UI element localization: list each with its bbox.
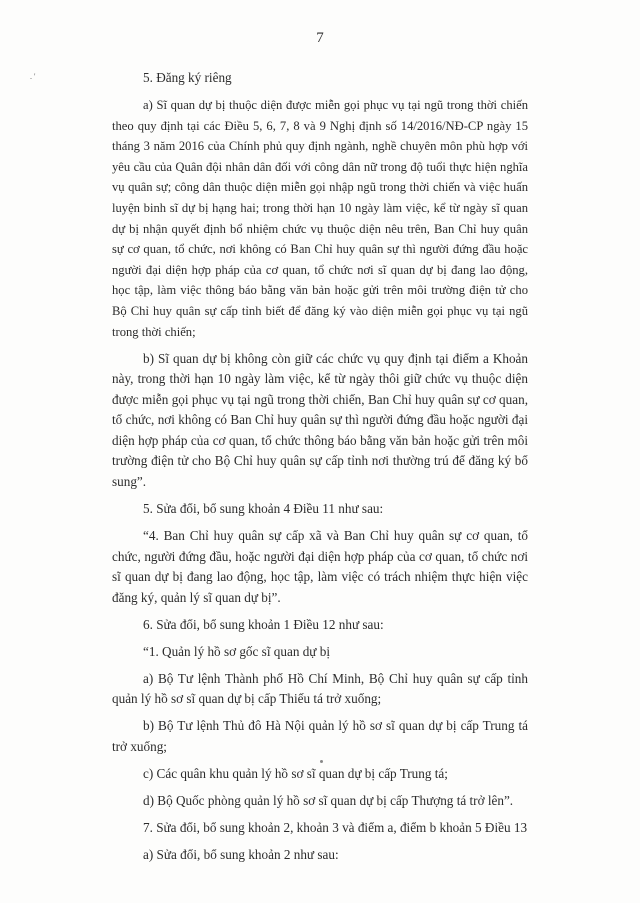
paragraph: 5. Sửa đổi, bổ sung khoản 4 Điều 11 như sau: bbox=[143, 501, 384, 517]
paragraph: “1. Quản lý hồ sơ gốc sĩ quan dự bị bbox=[143, 643, 331, 659]
paragraph: a) Bộ Tư lệnh Thành phố Hồ Chí Minh, Bộ Chỉ huy quân sự cấp tỉnh quản lý hồ sơ sĩ quan dự bị cấp Thiếu tá trở xuống; bbox=[112, 670, 528, 707]
paragraph: c) Các quân khu quản lý hồ sơ sĩ quan dự bị cấp Trung tá; bbox=[143, 765, 448, 781]
document-body bbox=[112, 68, 528, 872]
paragraph: d) Bộ Quốc phòng quản lý hồ sơ sĩ quan dự bị cấp Thượng tá trở lên”. bbox=[143, 792, 514, 808]
paragraph: a) Sĩ quan dự bị thuộc diện được miễn gọi phục vụ tại ngũ trong thời chiến theo quy định tại các Điều 5, 6, 7, 8 và 9 Nghị định số 14/2016/NĐ-CP ngày 15 tháng 3 năm 2016 của Chính phủ quy định ngành, nghề chuyên môn phù hợp với yêu cầu của Quân đội nhân dân đối với công dân nữ trong độ tuổi thực hiện nghĩa vụ quân sự; công dân thuộc diện miễn gọi nhập ngũ trong thời chiến và việc huấn luyện binh sĩ dự bị hạng hai; trong thời hạn 10 ngày làm việc, kể từ ngày sĩ quan dự bị nhận quyết định bổ nhiệm chức vụ thuộc diện nêu trên, Ban Chỉ huy quân sự cơ quan, tổ chức, nơi không có Ban Chỉ huy quân sự thì người đứng đầu hoặc người đại diện hợp pháp của cơ quan, tổ chức nơi sĩ quan dự bị đang lao động, học tập, làm việc thông báo bằng văn bản hoặc gửi trên môi trường điện tử cho Bộ Chỉ huy quân sự cấp tỉnh biết để đăng ký vào diện miễn gọi phục vụ tại ngũ trong thời chiến; bbox=[112, 97, 528, 339]
scan-speck: . ' bbox=[30, 72, 36, 81]
scan-dot bbox=[320, 760, 323, 763]
paragraph: 6. Sửa đổi, bổ sung khoản 1 Điều 12 như sau: bbox=[143, 616, 384, 632]
paragraph: “4. Ban Chỉ huy quân sự cấp xã và Ban Chỉ huy quân sự cơ quan, tổ chức, người đứng đầu, hoặc người đại diện hợp pháp của cơ quan, tổ chức nơi sĩ quan dự bị đang lao động, học tập, làm việc có trách nhiệm thực hiện việc đăng ký, quản lý sĩ quan dự bị”. bbox=[112, 528, 528, 605]
page-number: 7 bbox=[316, 30, 324, 46]
paragraph: 7. Sửa đổi, bổ sung khoản 2, khoản 3 và điểm a, điểm b khoản 5 Điều 13 bbox=[143, 819, 528, 835]
paragraph: a) Sửa đổi, bổ sung khoản 2 như sau: bbox=[143, 846, 339, 862]
paragraph: b) Sĩ quan dự bị không còn giữ các chức vụ quy định tại điểm a Khoản này, trong thời hạn 10 ngày làm việc, kể từ ngày thôi giữ chức vụ thuộc diện được miễn gọi phục vụ tại ngũ trong thời chiến, Ban Chỉ huy quân sự cơ quan, tổ chức, nơi không có Ban Chỉ huy quân sự thì người đứng đầu hoặc người đại diện hợp pháp của cơ quan, tổ chức thông báo bằng văn bản hoặc gửi trên môi trường điện tử cho Bộ Chỉ huy quân sự cấp tỉnh nơi thường trú để đăng ký bổ sung”. bbox=[112, 350, 528, 490]
section-heading: 5. Đăng ký riêng bbox=[143, 70, 232, 85]
paragraph: b) Bộ Tư lệnh Thủ đô Hà Nội quản lý hồ sơ sĩ quan dự bị cấp Trung tá trở xuống; bbox=[112, 718, 528, 754]
